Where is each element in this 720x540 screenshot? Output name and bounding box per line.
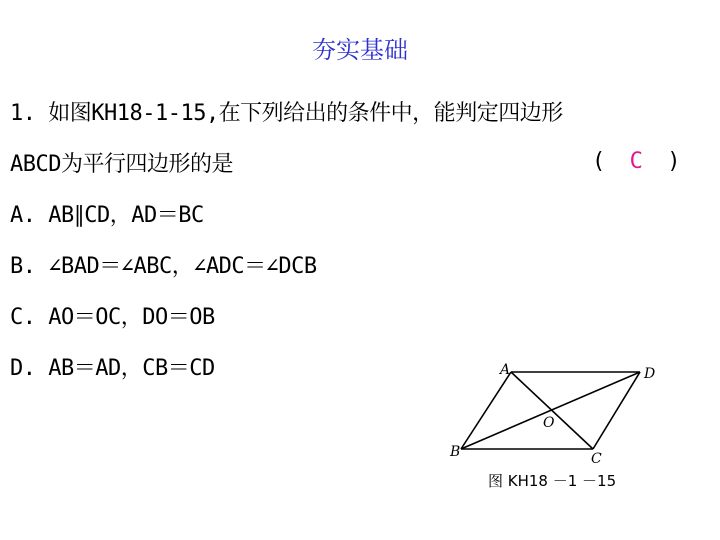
vertex-d-label: D [644, 366, 656, 382]
page-title: 夯实基础 [312, 36, 408, 64]
vertex-b-label: B [450, 444, 461, 460]
question-line-2: ABCD为平行四边形的是 [10, 152, 233, 177]
question-line-1: 1. 如图KH18-1-15,在下列给出的条件中，能判定四边形 [10, 101, 563, 126]
diagonal-bd [461, 372, 640, 449]
vertex-c-label: C [591, 451, 602, 467]
answer-bracket [592, 149, 681, 174]
option-d: D. AB＝AD，CB＝CD [10, 356, 215, 381]
vertex-a-label: A [500, 362, 511, 378]
option-b: B. ∠BAD＝∠ABC，∠ADC＝∠DCB [10, 254, 317, 279]
option-a: A. AB∥CD，AD＝BC [10, 203, 204, 228]
figure-caption: 图 KH18 －1 －15 [488, 472, 617, 490]
center-o-label: O [543, 415, 555, 431]
option-c: C. AO＝OC，DO＝OB [10, 305, 215, 330]
answer-letter: C [629, 149, 643, 174]
paren-open: ( [592, 149, 606, 174]
side-dc [593, 372, 640, 449]
paren-close: ) [667, 149, 681, 174]
